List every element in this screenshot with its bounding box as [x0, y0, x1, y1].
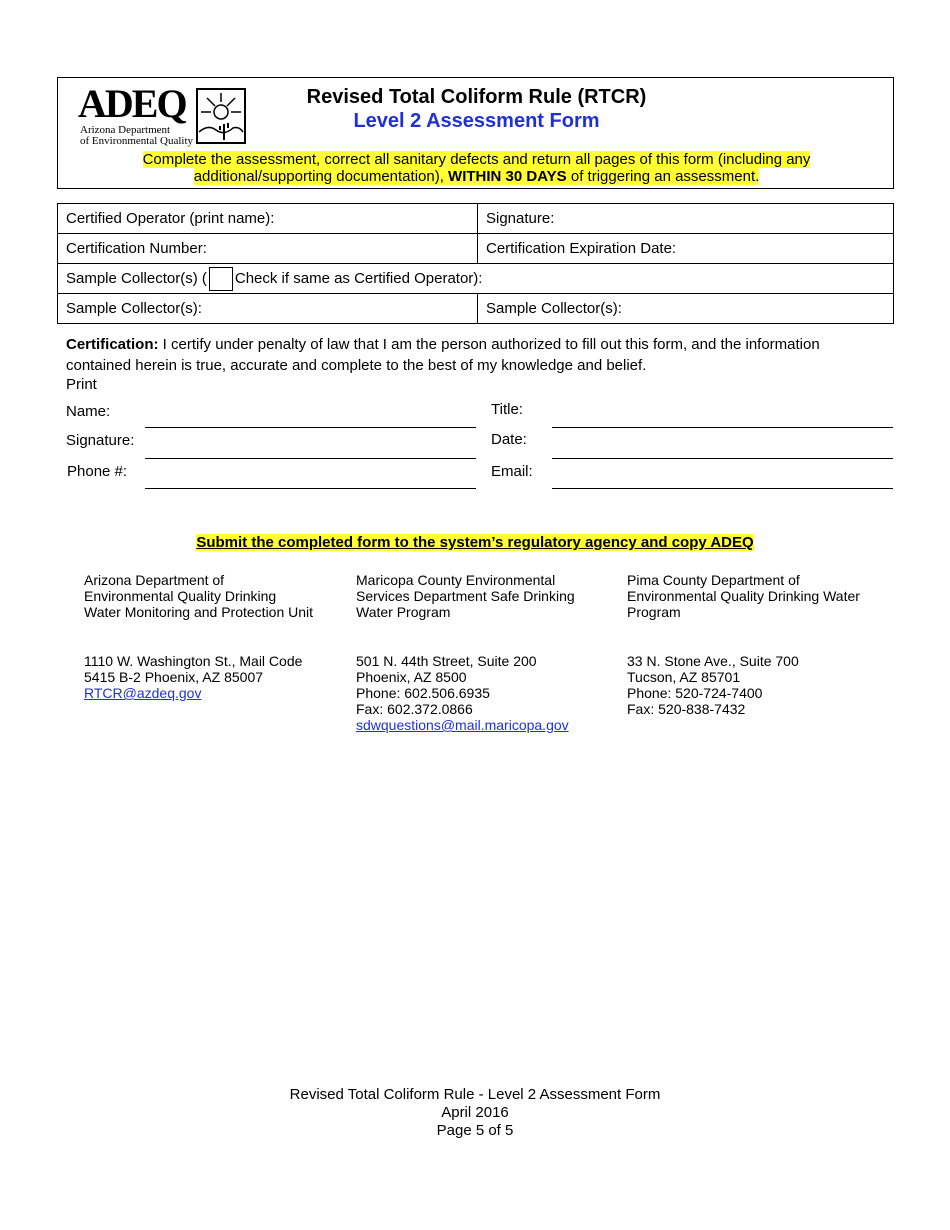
agency-name-line: Arizona Department of [84, 572, 225, 588]
address-line: 5415 B-2 Phoenix, AZ 85007 [84, 669, 264, 685]
same-as-operator-label: Check if same as Certified Operator): [234, 269, 483, 287]
deadline-notice [98, 151, 855, 185]
certification-statement [66, 334, 886, 376]
address-line: 1110 W. Washington St., Mail Code [84, 653, 303, 669]
submit-instruction-text: Submit the completed form to the system’s regulatory agency and copy ADEQ [196, 534, 754, 551]
certification-number-field[interactable]: Certification Number: [58, 234, 478, 264]
agency-name-line: Services Department Safe Drinking [356, 588, 575, 604]
sample-collector-field-left[interactable]: Sample Collector(s): [58, 294, 478, 324]
form-subtitle [58, 110, 895, 133]
agency-name-line: Water Monitoring and Protection Unit [84, 604, 314, 620]
certification-expiration-field[interactable]: Certification Expiration Date: [478, 234, 894, 264]
certification-label: Certification: [66, 336, 159, 353]
agency-adeq [84, 572, 334, 620]
submit-instruction [0, 534, 950, 551]
agency-name-line: Program [627, 604, 681, 620]
sample-collector-field-right[interactable]: Sample Collector(s): [478, 294, 894, 324]
date-label: Date: [491, 431, 527, 448]
form-title-text: Revised Total Coliform Rule (RTCR) [306, 86, 647, 108]
footer-date: April 2016 [441, 1104, 509, 1121]
maricopa-email-link[interactable]: sdwquestions@mail.maricopa.gov [356, 717, 569, 733]
adeq-email-link[interactable]: RTCR@azdeq.gov [84, 685, 202, 701]
page-number: Page 5 of 5 [436, 1122, 514, 1139]
address-line: Tucson, AZ 85701 [627, 669, 741, 685]
phone-line: Phone: 602.506.6935 [356, 685, 490, 701]
agency-name-line: Environmental Quality Drinking Water [627, 588, 860, 604]
fax-line: Fax: 602.372.0866 [356, 701, 473, 717]
title-label: Title: [491, 401, 523, 418]
sample-collector-prefix: Sample Collector(s) ( [66, 269, 207, 287]
form-title [58, 86, 895, 109]
address-line: 33 N. Stone Ave., Suite 700 [627, 653, 799, 669]
footer-form-name: Revised Total Coliform Rule - Level 2 Assessment Form [289, 1086, 661, 1103]
logo-subtitle-line2: of Environmental Quality [80, 135, 194, 147]
page-footer [0, 1086, 950, 1140]
signature-label: Signature: [66, 432, 135, 449]
sample-collector-same-row [58, 264, 894, 294]
agency-pima-address [627, 653, 887, 717]
phone-input-line[interactable] [145, 488, 476, 489]
agency-name-line: Maricopa County Environmental [356, 572, 556, 588]
title-input-line[interactable] [552, 427, 893, 428]
fax-line: Fax: 520-838-7432 [627, 701, 746, 717]
address-line: Phoenix, AZ 8500 [356, 669, 467, 685]
certified-operator-field[interactable]: Certified Operator (print name): [58, 204, 478, 234]
same-as-operator-checkbox[interactable] [209, 267, 233, 291]
signature-field[interactable]: Signature: [478, 204, 894, 234]
email-input-line[interactable] [552, 488, 893, 489]
header-box [57, 77, 894, 189]
logo-wordmark: ADEQ [78, 81, 186, 126]
phone-label: Phone #: [67, 463, 128, 480]
print-label: Print [66, 376, 97, 393]
name-label: Name: [66, 403, 111, 420]
form-subtitle-text: Level 2 Assessment Form [353, 110, 600, 132]
agency-maricopa-address [356, 653, 606, 733]
notice-deadline: WITHIN 30 DAYS [448, 168, 567, 185]
agency-maricopa [356, 572, 606, 620]
notice-text-2: of triggering an assessment. [566, 168, 760, 185]
email-label: Email: [491, 463, 533, 480]
date-input-line[interactable] [552, 458, 893, 459]
logo-subtitle-line1: Arizona Department [80, 124, 171, 136]
name-input-line[interactable] [145, 427, 476, 428]
agency-name-line: Pima County Department of [627, 572, 800, 588]
certification-text: I certify under penalty of law that I am the person authorized to fill out this form, and the information contained herein is true, accurate and complete to the best of my knowledge and belief. [66, 336, 820, 374]
phone-line: Phone: 520-724-7400 [627, 685, 763, 701]
signature-input-line[interactable] [145, 458, 476, 459]
agency-name-line: Environmental Quality Drinking [84, 588, 277, 604]
agency-adeq-address [84, 653, 334, 701]
agency-pima [627, 572, 887, 620]
agency-name-line: Water Program [356, 604, 451, 620]
notice-text-1: Complete the assessment, correct all sanitary defects and return all pages of this form (including any additional/supporting documentation), [142, 151, 811, 185]
address-line: 501 N. 44th Street, Suite 200 [356, 653, 537, 669]
operator-info-table [57, 203, 894, 324]
